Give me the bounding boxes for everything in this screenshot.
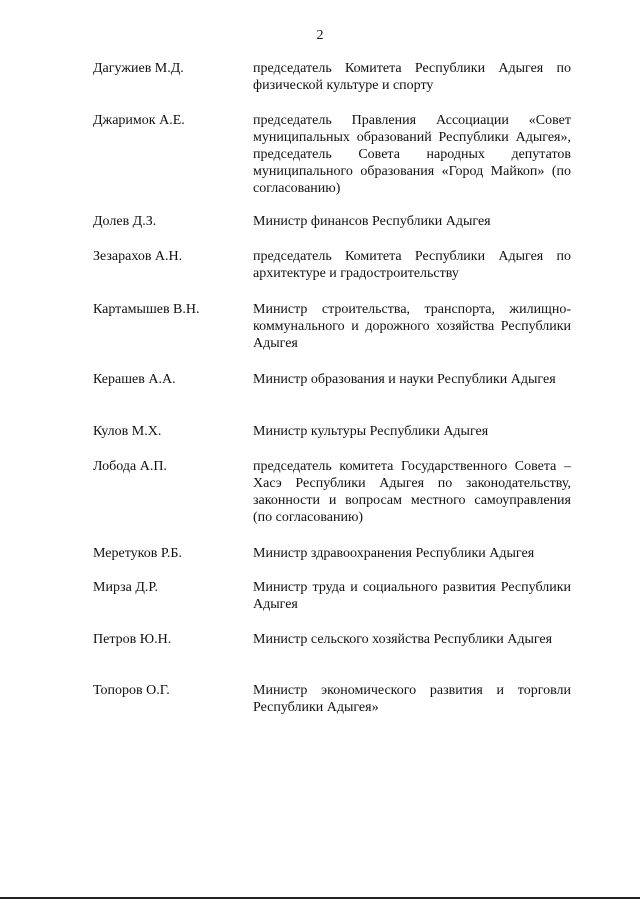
member-role: Министр культуры Республики Адыгея xyxy=(253,424,489,439)
member-name: Петров Ю.Н. xyxy=(93,632,172,647)
member-role: председатель комитета Государственного Совета – Хасэ Республики Адыгея по законодательству, законности и вопросам местного самоуправления (по согласованию) xyxy=(253,459,571,525)
member-name: Меретуков Р.Б. xyxy=(93,546,182,561)
member-role: Министр сельского хозяйства Республики Адыгея xyxy=(253,632,553,647)
member-role: председатель Комитета Республики Адыгея по физической культуре и спорту xyxy=(253,61,571,93)
member-role: Министр экономического развития и торговли Республики Адыгея» xyxy=(253,683,571,715)
member-role: Министр финансов Республики Адыгея xyxy=(253,214,491,229)
member-name: Картамышев В.Н. xyxy=(93,302,200,317)
page-number: 2 xyxy=(316,28,324,43)
member-role: председатель Комитета Республики Адыгея по архитектуре и градостроительству xyxy=(253,249,571,281)
member-role: Министр труда и социального развития Республики Адыгея xyxy=(253,580,571,612)
member-name: Лобода А.П. xyxy=(93,459,167,474)
member-name: Долев Д.З. xyxy=(93,214,157,229)
member-name: Дагужиев М.Д. xyxy=(93,61,184,76)
member-name: Кулов М.Х. xyxy=(93,424,162,439)
member-role: Министр образования и науки Республики Адыгея xyxy=(253,372,556,387)
scan-edge-divider xyxy=(0,897,640,899)
member-name: Керашев А.А. xyxy=(93,372,176,387)
member-name: Топоров О.Г. xyxy=(93,683,170,698)
member-name: Мирза Д.Р. xyxy=(93,580,158,595)
member-role: Министр здравоохранения Республики Адыгея xyxy=(253,546,535,561)
member-name: Джаримок А.Е. xyxy=(93,113,185,128)
member-role: председатель Правления Ассоциации «Совет муниципальных образований Республики Адыгея», председатель Совета народных депутатов муниципального образования «Город Майкоп» (по согласованию) xyxy=(253,113,571,196)
member-name: Зезарахов А.Н. xyxy=(93,249,183,264)
member-role: Министр строительства, транспорта, жилищно-коммунального и дорожного хозяйства Республики Адыгея xyxy=(253,302,571,351)
